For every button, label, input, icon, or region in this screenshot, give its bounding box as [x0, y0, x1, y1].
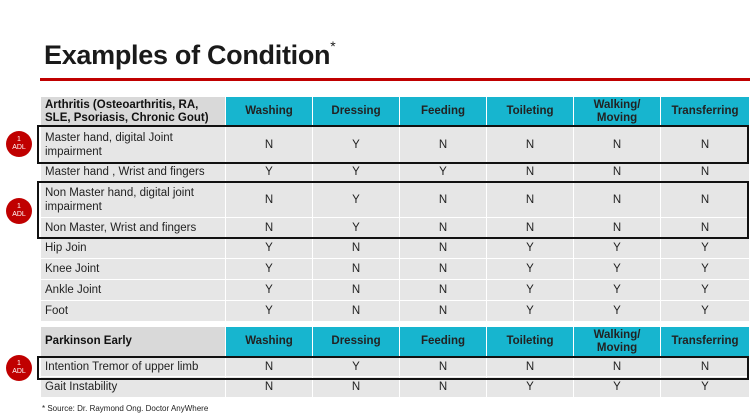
- value-cell: N: [226, 357, 313, 377]
- value-cell: N: [487, 182, 574, 218]
- title-footnote-mark: *: [330, 38, 336, 54]
- value-cell: N: [574, 182, 661, 218]
- parkinson-table: [40, 326, 750, 398]
- table-row: [41, 218, 750, 238]
- condition-cell: Hip Join: [41, 238, 226, 259]
- value-cell: N: [400, 218, 487, 238]
- value-cell: N: [313, 377, 400, 398]
- value-cell: Y: [574, 259, 661, 280]
- condition-cell: Foot: [41, 301, 226, 322]
- activity-header-walking: Walking/ Moving: [574, 97, 661, 127]
- adl-badge-count: 1: [17, 360, 21, 367]
- condition-cell: Master hand, digital Joint impairment: [41, 127, 226, 163]
- activity-header-dressing: Dressing: [313, 97, 400, 127]
- value-cell: N: [400, 377, 487, 398]
- value-cell: Y: [226, 163, 313, 182]
- value-cell: Y: [487, 301, 574, 322]
- adl-badge-label: ADL: [12, 211, 26, 218]
- value-cell: N: [661, 163, 750, 182]
- table-row: [41, 127, 750, 163]
- adl-badge-count: 1: [17, 203, 21, 210]
- activity-header-feeding: Feeding: [400, 97, 487, 127]
- value-cell: Y: [574, 377, 661, 398]
- value-cell: N: [226, 127, 313, 163]
- value-cell: Y: [487, 259, 574, 280]
- value-cell: Y: [487, 280, 574, 301]
- value-cell: N: [487, 127, 574, 163]
- title-underline: [40, 78, 750, 81]
- value-cell: N: [226, 182, 313, 218]
- value-cell: Y: [487, 238, 574, 259]
- value-cell: N: [313, 238, 400, 259]
- value-cell: N: [226, 377, 313, 398]
- value-cell: N: [661, 182, 750, 218]
- adl-badge-2: [6, 198, 32, 224]
- condition-cell: Gait Instability: [41, 377, 226, 398]
- table-row: [41, 259, 750, 280]
- value-cell: Y: [661, 238, 750, 259]
- value-cell: Y: [313, 182, 400, 218]
- table-header-row: [41, 327, 750, 357]
- adl-badge-3: [6, 355, 32, 381]
- value-cell: N: [226, 218, 313, 238]
- adl-badge-label: ADL: [12, 144, 26, 151]
- table-row: [41, 163, 750, 182]
- table-row: [41, 238, 750, 259]
- value-cell: N: [487, 357, 574, 377]
- title-text: Examples of Condition: [44, 40, 331, 70]
- value-cell: Y: [574, 280, 661, 301]
- activity-header-walking: Walking/ Moving: [574, 327, 661, 357]
- value-cell: Y: [487, 377, 574, 398]
- value-cell: Y: [661, 280, 750, 301]
- value-cell: N: [313, 280, 400, 301]
- value-cell: Y: [226, 238, 313, 259]
- value-cell: Y: [661, 377, 750, 398]
- adl-badge-label: ADL: [12, 368, 26, 375]
- value-cell: Y: [226, 259, 313, 280]
- condition-cell: Non Master hand, digital joint impairment: [41, 182, 226, 218]
- page-title: [44, 40, 335, 71]
- arthritis-table: [40, 96, 750, 322]
- value-cell: N: [400, 127, 487, 163]
- value-cell: Y: [661, 259, 750, 280]
- activity-header-dressing: Dressing: [313, 327, 400, 357]
- value-cell: Y: [226, 280, 313, 301]
- value-cell: Y: [661, 301, 750, 322]
- table-row: [41, 182, 750, 218]
- activity-header-washing: Washing: [226, 327, 313, 357]
- activity-header-transferring: Transferring: [661, 327, 750, 357]
- adl-badge-1: [6, 131, 32, 157]
- condition-cell: Non Master, Wrist and fingers: [41, 218, 226, 238]
- activity-header-transferring: Transferring: [661, 97, 750, 127]
- value-cell: N: [487, 163, 574, 182]
- value-cell: N: [400, 182, 487, 218]
- value-cell: N: [400, 259, 487, 280]
- table-row: [41, 280, 750, 301]
- value-cell: N: [400, 301, 487, 322]
- value-cell: N: [487, 218, 574, 238]
- value-cell: N: [661, 218, 750, 238]
- value-cell: N: [400, 357, 487, 377]
- value-cell: Y: [574, 301, 661, 322]
- value-cell: N: [313, 259, 400, 280]
- value-cell: Y: [400, 163, 487, 182]
- table-row: [41, 357, 750, 377]
- adl-badge-count: 1: [17, 136, 21, 143]
- condition-cell: Master hand , Wrist and fingers: [41, 163, 226, 182]
- value-cell: Y: [313, 127, 400, 163]
- value-cell: Y: [313, 163, 400, 182]
- condition-cell: Intention Tremor of upper limb: [41, 357, 226, 377]
- condition-cell: Ankle Joint: [41, 280, 226, 301]
- table-row: [41, 301, 750, 322]
- value-cell: N: [574, 127, 661, 163]
- activity-header-toileting: Toileting: [487, 97, 574, 127]
- value-cell: N: [574, 218, 661, 238]
- table-header-row: [41, 97, 750, 127]
- value-cell: N: [574, 163, 661, 182]
- condition-header: Arthritis (Osteoarthritis, RA, SLE, Psoriasis, Chronic Gout): [41, 97, 226, 127]
- activity-header-washing: Washing: [226, 97, 313, 127]
- value-cell: Y: [313, 357, 400, 377]
- condition-header: Parkinson Early: [41, 327, 226, 357]
- value-cell: N: [661, 357, 750, 377]
- value-cell: N: [313, 301, 400, 322]
- value-cell: Y: [226, 301, 313, 322]
- value-cell: N: [574, 357, 661, 377]
- value-cell: Y: [313, 218, 400, 238]
- table-row: [41, 377, 750, 398]
- condition-cell: Knee Joint: [41, 259, 226, 280]
- value-cell: N: [661, 127, 750, 163]
- value-cell: Y: [574, 238, 661, 259]
- activity-header-toileting: Toileting: [487, 327, 574, 357]
- value-cell: N: [400, 238, 487, 259]
- value-cell: N: [400, 280, 487, 301]
- source-footnote: * Source: Dr. Raymond Ong. Doctor AnyWhere: [42, 404, 209, 413]
- activity-header-feeding: Feeding: [400, 327, 487, 357]
